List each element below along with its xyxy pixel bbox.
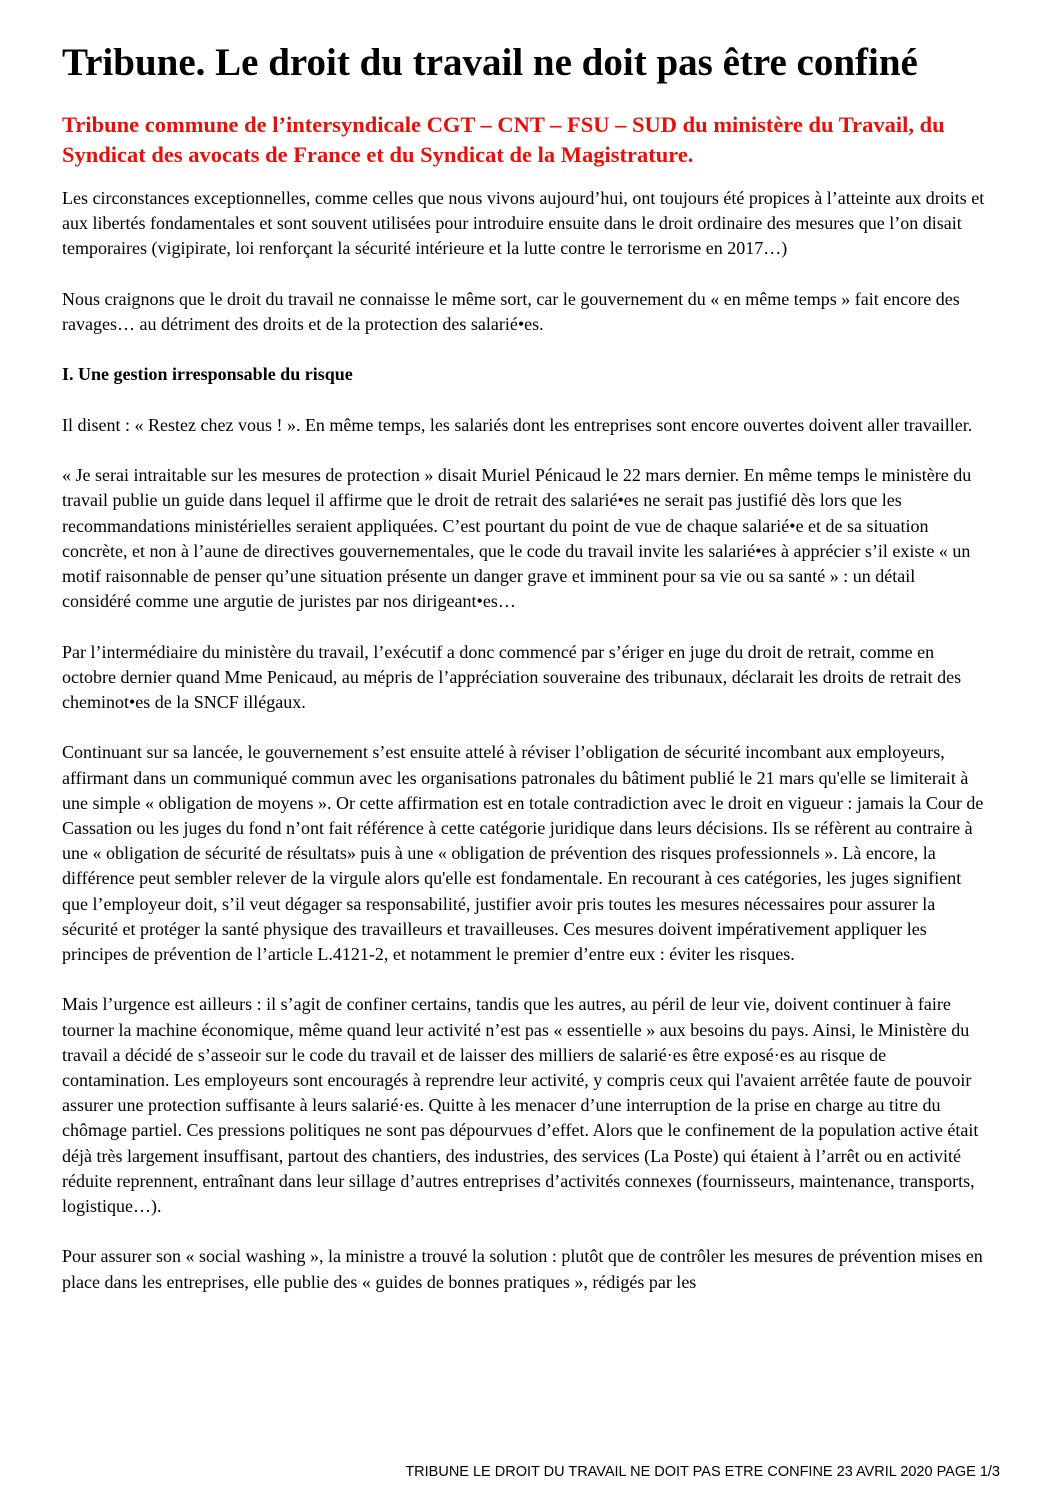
paragraph: « Je serai intraitable sur les mesures de protection » disait Muriel Pénicaud le 22 mars dernier. En même temps le ministère du travail publie un guide dans lequel il affirme que le droit de retrait des salarié•es ne serait pas justifié dès lors que les recommandations ministérielles seraient appliquées. C’est pourtant du point de vue de chaque salarié•e et de sa situation concrète, et non à l’aune de directives gouvernementales, que le code du travail invite les salarié•es à apprécier s’il existe « un motif raisonnable de penser qu’une situation présente un danger grave et imminent pour sa vie ou sa santé » : un détail considéré comme une argutie de juristes par nos dirigeant•es… [62, 465, 972, 612]
paragraph: Pour assurer son « social washing », la ministre a trouvé la solution : plutôt que de contrôler les mesures de prévention mises en place dans les entreprises, elle publie des « guides de bonnes pratiques », rédigés par les [62, 1246, 983, 1292]
paragraph: Continuant sur sa lancée, le gouvernement s’est ensuite attelé à réviser l’obligation de sécurité incombant aux employeurs, affirmant dans un communiqué commun avec les organisations patronales du bâtiment publié le 21 mars qu'elle se limiterait à une simple « obligation de moyens ». Or cette affirmation est en totale contradiction avec le droit en vigueur : jamais la Cour de Cassation ou les juges du fond n’ont fait référence à cette catégorie juridique dans leurs décisions. Ils se réfèrent au contraire à une « obligation de sécurité de résultats» puis à une « obligation de prévention des risques professionnels ». Là encore, la différence peut sembler relever de la virgule alors qu'elle est fondamentale. En recourant à ces catégories, les juges signifient que l’employeur doit, s’il veut dégager sa responsabilité, justifier avoir pris toutes les mesures nécessaires pour assurer la sécurité et protéger la santé physique des travailleurs et travailleuses. Ces mesures doivent impérativement appliquer les principes de prévention de l’article L.4121-2, et notamment le premier d’entre eux : éviter les risques. [62, 742, 984, 964]
paragraph: Les circonstances exceptionnelles, comme celles que nous vivons aujourd’hui, ont toujours été propices à l’atteinte aux droits et aux libertés fondamentales et sont souvent utilisées pour introduire ensuite dans le droit ordinaire des mesures que l’on disait temporaires (vigipirate, loi renforçant la sécurité intérieure et la lutte contre le terrorisme en 2017…) [62, 188, 985, 259]
paragraph: Mais l’urgence est ailleurs : il s’agit de confiner certains, tandis que les autres, au péril de leur vie, doivent continuer à faire tourner la machine économique, même quand leur activité n’est pas « essentielle » aux besoins du pays. Ainsi, le Ministère du travail a décidé de s’asseoir sur le code du travail et de laisser des milliers de salarié·es être exposé·es au risque de contamination. Les employeurs sont encouragés à reprendre leur activité, y compris ceux qui l'avaient arrêtée faute de pouvoir assurer une protection suffisante à leurs salarié·es. Quitte à les menacer d’une interruption de la prise en charge au titre du chômage partiel. Ces pressions politiques ne sont pas dépourvues d’effet. Alors que le confinement de la population active était déjà très largement insuffisant, partout des chantiers, des industries, des services (La Poste) qui étaient à l’arrêt ou en activité réduite reprennent, entraînant dans leur sillage d’autres entreprises d’activités connexes (fournisseurs, maintenance, transports, logistique…). [62, 994, 979, 1217]
page-footer: TRIBUNE LE DROIT DU TRAVAIL NE DOIT PAS ETRE CONFINE 23 AVRIL 2020 PAGE 1/3 [405, 1464, 1000, 1480]
section-heading: I. Une gestion irresponsable du risque [62, 364, 353, 385]
document-subtitle: Tribune commune de l’intersyndicale CGT – CNT – FSU – SUD du ministère du Travail, du Syndicat des avocats de France et du Syndicat de la Magistrature. [62, 112, 945, 167]
document-body [62, 186, 987, 1320]
paragraph: Il disent : « Restez chez vous ! ». En même temps, les salariés dont les entreprises sont encore ouvertes doivent aller travailler. [62, 414, 973, 435]
document-title: Tribune. Le droit du travail ne doit pas être confiné [62, 41, 918, 84]
paragraph: Par l’intermédiaire du ministère du travail, l’exécutif a donc commencé par s’ériger en juge du droit de retrait, comme en octobre dernier quand Mme Penicaud, au mépris de l’appréciation souveraine des tribunaux, déclarait les droits de retrait des cheminot•es de la SNCF illégaux. [62, 641, 962, 712]
paragraph: Nous craignons que le droit du travail ne connaisse le même sort, car le gouvernement du « en même temps » fait encore des ravages… au détriment des droits et de la protection des salarié•es. [62, 288, 960, 334]
